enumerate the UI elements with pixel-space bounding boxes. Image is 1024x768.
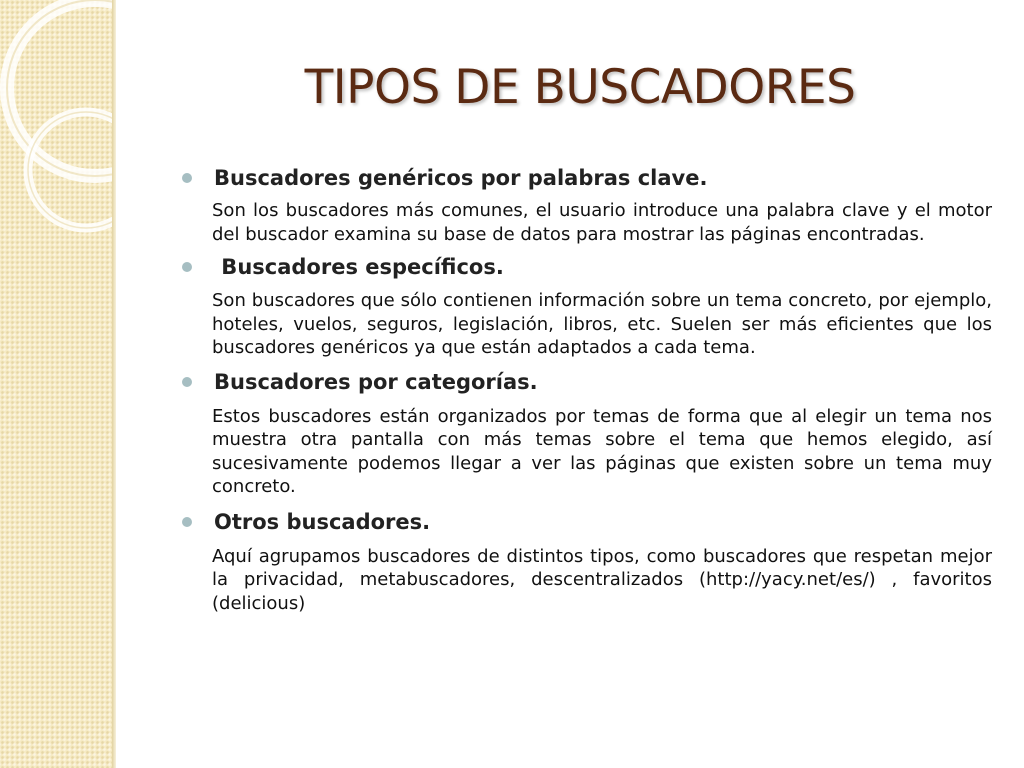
item-heading: Otros buscadores. — [214, 509, 431, 534]
bullet-dot-icon — [182, 173, 192, 183]
item-heading: Buscadores por categorías. — [214, 369, 538, 394]
bullet-heading-row — [182, 163, 992, 193]
list-item — [182, 507, 992, 616]
bullet-heading-row — [182, 507, 992, 537]
item-description: Estos buscadores están organizados por temas de forma que al elegir un tema nos muestra otra pantalla con más temas sobre el tema que hemos elegido, así sucesivamente podemos llegar a ver las páginas que existen sobre un tema muy concreto. — [212, 405, 992, 497]
side-band-edge — [112, 0, 116, 768]
bullet-list — [182, 163, 992, 615]
bullet-dot-icon — [182, 377, 192, 387]
bullet-dot-icon — [182, 262, 192, 272]
list-item — [182, 163, 992, 246]
item-heading: Buscadores genéricos por palabras clave. — [214, 166, 708, 190]
item-description: Son los buscadores más comunes, el usuario introduce una palabra clave y el motor del buscador examina su base de datos para mostrar las páginas encontradas. — [212, 200, 992, 245]
decorative-rings — [0, 0, 112, 768]
decorative-side-band — [0, 0, 112, 768]
item-description: Son buscadores que sólo contienen información sobre un tema concreto, por ejemplo, hoteles, vuelos, seguros, legislación, libros, etc. Suelen ser más eficientes que los buscadores genéricos ya que están adaptados a cada tema. — [212, 290, 992, 358]
item-description: Aquí agrupamos buscadores de distintos tipos, como buscadores que respetan mejor la privacidad, metabuscadores, descentralizados (http://yacy.net/es/) , favoritos (delicious) — [212, 545, 992, 614]
list-item — [182, 252, 992, 360]
item-heading: Buscadores específicos. — [214, 255, 504, 279]
list-item — [182, 367, 992, 499]
bullet-heading-row — [182, 252, 992, 282]
bullet-heading-row — [182, 367, 992, 397]
slide-title: TIPOS DE BUSCADORES — [304, 60, 856, 115]
bullet-dot-icon — [182, 517, 192, 527]
